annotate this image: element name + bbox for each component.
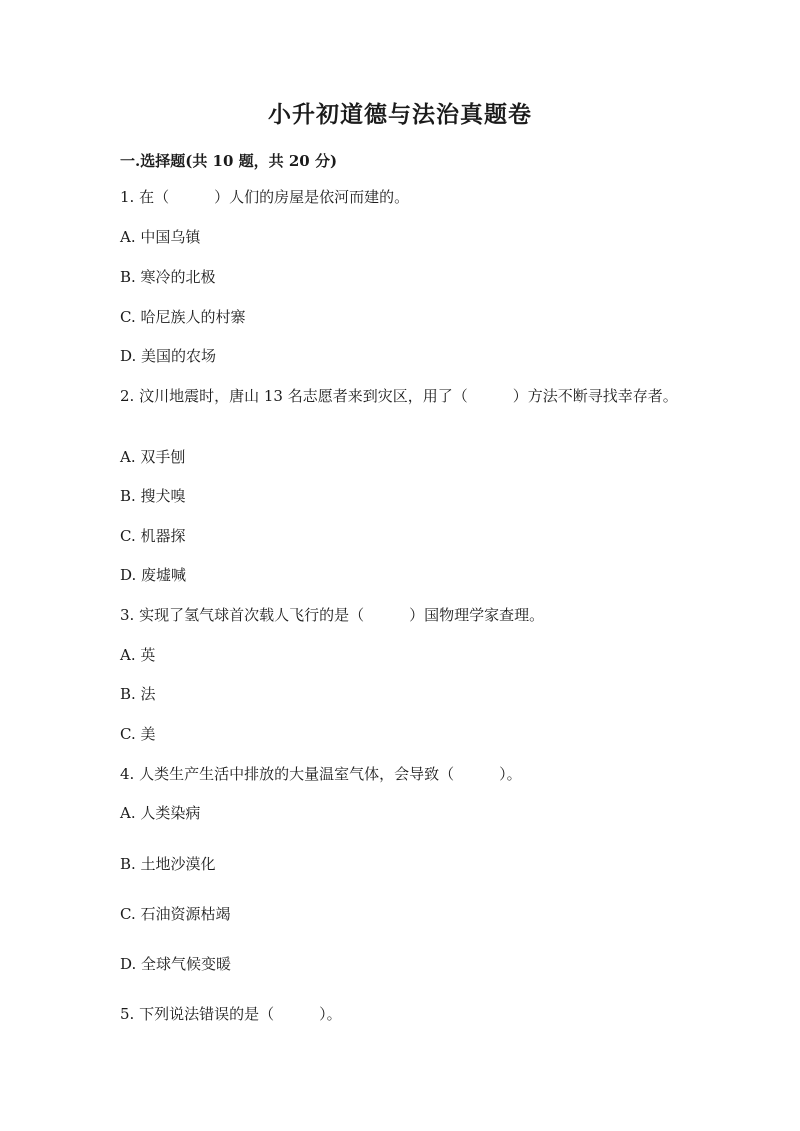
option-b: B. 法 bbox=[120, 685, 156, 703]
option-a: A. 双手刨 bbox=[120, 448, 186, 466]
option-d: D. 全球气候变暖 bbox=[120, 955, 232, 973]
option-a: A. 英 bbox=[120, 646, 156, 664]
option-a: A. 中国乌镇 bbox=[120, 228, 201, 246]
option-c: C. 美 bbox=[120, 725, 156, 743]
question-stem: 4. 人类生产生活中排放的大量温室气体，会导致（ ）。 bbox=[120, 765, 522, 783]
option-b: B. 土地沙漠化 bbox=[120, 855, 216, 873]
option-c: C. 哈尼族人的村寨 bbox=[120, 308, 246, 326]
option-c: C. 机器探 bbox=[120, 527, 186, 545]
option-c: C. 石油资源枯竭 bbox=[120, 905, 231, 923]
question-stem: 3. 实现了氢气球首次载人飞行的是（ ）国物理学家查理。 bbox=[120, 606, 545, 624]
option-b: B. 搜犬嗅 bbox=[120, 487, 186, 505]
option-d: D. 美国的农场 bbox=[120, 347, 217, 365]
option-d: D. 废墟喊 bbox=[120, 566, 187, 584]
question-stem: 2. 汶川地震时，唐山 13 名志愿者来到灾区，用了（ ）方法不断寻找幸存者。 bbox=[120, 387, 678, 405]
question-stem: 5. 下列说法错误的是（ ）。 bbox=[120, 1005, 342, 1023]
option-b: B. 寒冷的北极 bbox=[120, 268, 216, 286]
option-a: A. 人类染病 bbox=[120, 804, 201, 822]
section-heading: 一.选择题(共 10 题，共 20 分) bbox=[120, 152, 338, 170]
page-title: 小升初道德与法治真题卷 bbox=[268, 101, 532, 128]
question-stem: 1. 在（ ）人们的房屋是依河而建的。 bbox=[120, 188, 410, 206]
